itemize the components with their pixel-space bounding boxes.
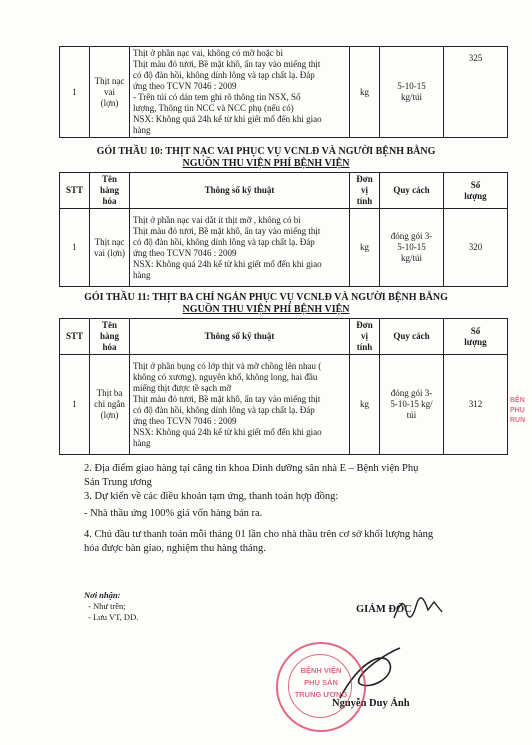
col-qty: Số lượng [444, 319, 508, 355]
recipient-item: - Như trên; [88, 601, 126, 611]
settlement-note: 4. Chủ đầu tư thanh toán mỗi tháng 01 lần cho nhà thầu trên cơ sở khối lượng hàng hóa được bàn giao, nghiệm thu hàng tháng. [84, 529, 434, 554]
col-stt: STT [60, 173, 90, 209]
col-name: Tên hàng hóa [90, 319, 130, 355]
recipients-block [84, 590, 138, 623]
official-stamp: BỆNH VIỆN PHỤ SẢN TRUNG ƯƠNG [276, 642, 366, 732]
stt-cell: 1 [60, 47, 90, 138]
table-header [60, 173, 508, 209]
col-pack: Quy cách [380, 319, 444, 355]
col-spec: Thông số kỹ thuật [130, 319, 350, 355]
delivery-note: 2. Địa điểm giao hàng tại căng tin khoa Dinh dưỡng sân nhà E – Bệnh viện Phụ Sản Trung ương [84, 463, 419, 488]
package10-title: GÓI THẦU 10: THỊT NẠC VAI PHỤC VỤ VCNLĐ VÀ NGƯỜI BỆNH BẰNG NGUỒN THU VIỆN PHÍ BỆNH VIỆN [96, 146, 436, 169]
table-row [60, 209, 508, 287]
unit-cell: kg [350, 355, 380, 455]
col-pack: Quy cách [380, 173, 444, 209]
stt-cell: 1 [60, 209, 90, 287]
col-stt: STT [60, 319, 90, 355]
signature-title: GIÁM ĐỐC [356, 604, 412, 615]
qty-cell: 312 [444, 355, 508, 455]
unit-cell: kg [350, 47, 380, 138]
spec-cell: Thịt ở phần bụng có lớp thịt và mỡ chồng lên nhau ( không có xương). nguyên khổ, không long, hai đầu miếng thịt được tề sạch mỡ Thịt màu đỏ tươi, Bề mặt khô, ấn tay vào miếng thịt có độ đàn hồi, không dính lông và tạp chất lạ. Đáp ứng theo TCVN 7046 : 2009 NSX: Không quá 24h kể từ khi giết mổ đến khi giao hàng [130, 355, 350, 455]
item-name-cell: Thịt nạc vai (lợn) [90, 47, 130, 138]
edge-stamp: BỆN PHỤ RUN [510, 397, 526, 424]
package10-table [59, 172, 508, 287]
table-header [60, 319, 508, 355]
signer-name: Nguyễn Duy Ánh [332, 698, 410, 709]
col-spec: Thông số kỹ thuật [130, 173, 350, 209]
unit-cell: kg [350, 209, 380, 287]
spec-cell: Thịt ở phần nạc vai dắt ít thịt mỡ , không có bì Thịt màu đỏ tươi, Bề mặt khô, ấn tay vào miếng thịt có độ đàn hồi, không dính lông và tạp chất lạ. Đáp ứng theo TCVN 7046 : 2009 NSX: Không quá 24h kể từ khi giết mổ đến khi giao hàng [130, 209, 350, 287]
col-qty: Số lượng [444, 173, 508, 209]
pack-cell: đóng gói 3- 5-10-15 kg/ túi [380, 355, 444, 455]
table-row [60, 47, 508, 138]
recipients-title: Nơi nhận: [84, 590, 121, 600]
col-name: Tên hàng hóa [90, 173, 130, 209]
payment-note: 3. Dự kiến về các điều khoản tạm ứng, thanh toán hợp đồng: - Nhà thầu ứng 100% giá vốn hàng bán ra. [84, 491, 339, 519]
table-row [60, 355, 508, 455]
package11-table [59, 318, 508, 455]
recipient-item: - Lưu VT, DD. [88, 612, 139, 622]
item-name-cell: Thịt nạc vai (lợn) [90, 209, 130, 287]
package9-table [59, 46, 508, 138]
pack-cell: 5-10-15 kg/túi [380, 47, 444, 138]
col-unit: Đơn vị tính [350, 319, 380, 355]
package11-title: GÓI THẦU 11: THỊT BA CHỈ NGẢN PHỤC VỤ VCNLĐ VÀ NGƯỜI BỆNH BẰNG NGUỒN THU VIỆN PHÍ BỆNH VIỆN [84, 292, 448, 315]
col-unit: Đơn vị tính [350, 173, 380, 209]
spec-cell: Thịt ở phần nạc vai, không có mỡ hoặc bì Thịt màu đỏ tươi, Bề mặt khô, ấn tay vào miếng thịt có độ đàn hồi, không dính lông và tạp chất lạ. Đáp ứng theo TCVN 7046 : 2009 - Trên túi có dán tem ghi rõ thông tin NSX, Số lượng, Thông tin NCC và NCC phụ (nếu có) NSX: Không quá 24h kể từ khi giết mổ đến khi giao hàng [130, 47, 350, 138]
signature-scribble-icon [390, 596, 450, 624]
qty-cell: 320 [444, 209, 508, 287]
pack-cell: đóng gói 3- 5-10-15 kg/túi [380, 209, 444, 287]
stt-cell: 1 [60, 355, 90, 455]
item-name-cell: Thịt ba chỉ ngắn (lợn) [90, 355, 130, 455]
qty-cell: 325 [444, 47, 508, 138]
